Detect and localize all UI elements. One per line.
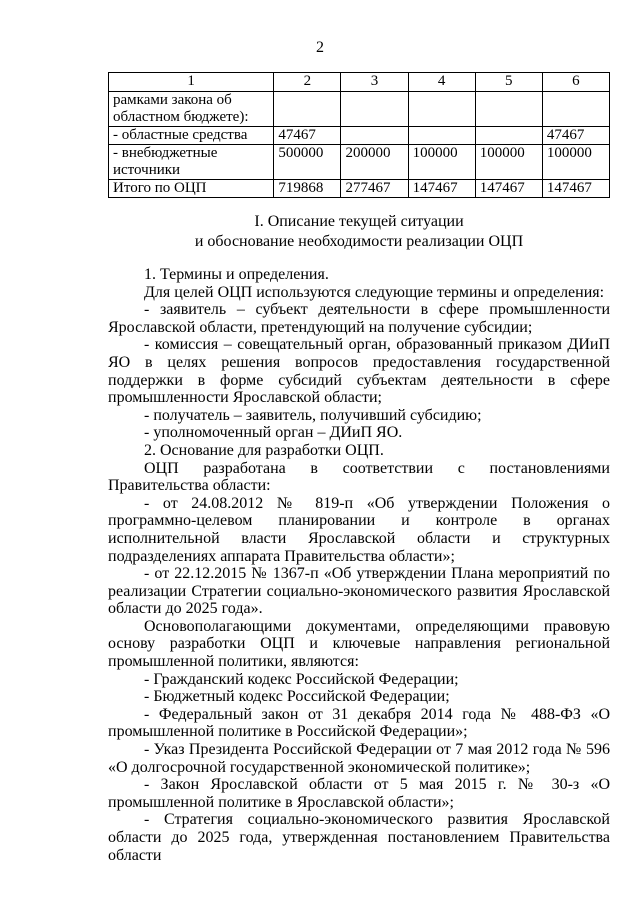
paragraph: - Указ Президента Российской Федерации от 7 мая 2012 года № 596 «О долгосрочной государственной экономической политике»; (108, 741, 610, 776)
table-cell (408, 92, 475, 127)
table-cell (408, 127, 475, 145)
table-cell: 147467 (542, 180, 609, 198)
paragraph: - Бюджетный кодекс Российской Федерации; (144, 688, 450, 706)
table-cell: - областные средства (109, 127, 274, 145)
paragraph: Основополагающими документами, определяющими правовую основу разработки ОЦП и ключевые направления региональной промышленной политики, являются: (108, 617, 610, 671)
table-cell (542, 92, 609, 127)
paragraph: 2. Основание для разработки ОЦП. (144, 441, 384, 459)
paragraph: - комиссия – совещательный орган, образованный приказом ДИиП ЯО в целях решения вопросов предоставления государственной поддержки в форме субсидий субъектам деятельности в сфере промышленности Ярославской области; (108, 336, 610, 407)
table-header-cell: 4 (408, 73, 475, 92)
table-header-cell: 2 (274, 73, 341, 92)
table-cell (475, 92, 542, 127)
table-header-cell: 1 (109, 73, 274, 92)
paragraph: 1. Термины и определения. (144, 266, 329, 283)
document-body (108, 266, 610, 864)
table-cell (341, 92, 408, 127)
table-header-row (109, 73, 610, 92)
table-header-cell: 3 (341, 73, 408, 92)
table-row (109, 92, 610, 127)
paragraph: - от 22.12.2015 № 1367-п «Об утверждении Плана мероприятий по реализации Стратегии социально-экономического развития Ярославской области до 2025 года». (108, 565, 610, 618)
paragraph: Для целей ОЦП используются следующие термины и определения: (144, 283, 605, 301)
table-cell: - внебюджетные источники (109, 145, 274, 180)
paragraph: - Федеральный закон от 31 декабря 2014 года № 488-ФЗ «О промышленной политике в Российской Федерации»; (108, 705, 610, 741)
table-cell: 277467 (341, 180, 408, 198)
table-cell (274, 92, 341, 127)
table-cell: Итого по ОЦП (109, 180, 274, 198)
paragraph: - Закон Ярославской области от 5 мая 2015 г. № 30-з «О промышленной политике в Ярославской области»; (108, 776, 610, 811)
table-cell: 100000 (542, 145, 609, 180)
page-number: 2 (316, 39, 324, 56)
paragraph: - от 24.08.2012 № 819-п «Об утверждении Положения о программно-целевом планировании и контроле в органах исполнительной власти Ярославской области и структурных подразделениях аппарата Правительства области»; (108, 494, 610, 565)
table-total-row (109, 180, 610, 198)
table-cell: 100000 (408, 145, 475, 180)
table-cell: 47467 (274, 127, 341, 145)
table-row (109, 127, 610, 145)
section-title-line: и обоснование необходимости реализации ОЦП (194, 233, 524, 250)
table-cell: 147467 (475, 180, 542, 198)
paragraph: - получатель – заявитель, получивший субсидию; (144, 406, 482, 424)
table-cell: 719868 (274, 180, 341, 198)
table-header-cell: 5 (475, 73, 542, 92)
paragraph: - уполномоченный орган – ДИиП ЯО. (144, 424, 403, 442)
section-title (108, 212, 610, 252)
table-cell: 100000 (475, 145, 542, 180)
section-title-line: I. Описание текущей ситуации (254, 213, 464, 230)
table-header-cell: 6 (542, 73, 609, 92)
paragraph: ОЦП разработана в соответствии с постановлениями Правительства области: (108, 459, 610, 495)
paragraph: - Стратегия социально-экономического развития Ярославской области до 2025 года, утвержденная постановлением Правительства области (108, 811, 610, 864)
table-cell (341, 127, 408, 145)
table-row (109, 145, 610, 180)
table-cell: 47467 (542, 127, 609, 145)
funding-table (108, 72, 610, 198)
paragraph: - Гражданский кодекс Российской Федерации; (144, 670, 459, 688)
table-cell: 500000 (274, 145, 341, 180)
table-cell: 200000 (341, 145, 408, 180)
table-cell: рамками закона об областном бюджете): (109, 92, 274, 127)
table-cell (475, 127, 542, 145)
paragraph: - заявитель – субъект деятельности в сфере промышленности Ярославской области, претендующий на получение субсидии; (108, 301, 610, 336)
table-cell: 147467 (408, 180, 475, 198)
